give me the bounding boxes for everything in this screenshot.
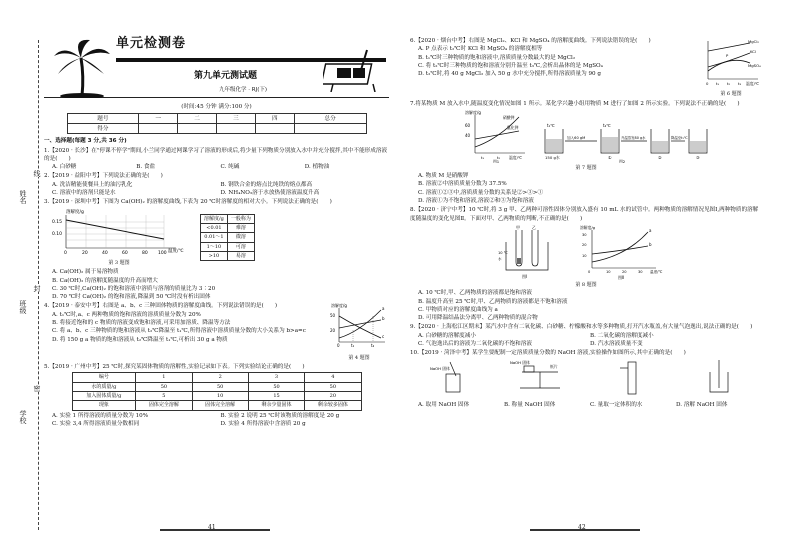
option: A. 白砂糖的溶解度减小 [418, 332, 476, 339]
table-header: 3 [248, 373, 304, 382]
sub-caption: 图Ⅱ [618, 274, 624, 280]
right-page [410, 36, 762, 409]
chart-xlabel: 温度/℃ [746, 81, 760, 86]
score-cell[interactable] [178, 124, 217, 134]
y-tick: 0.15 [52, 219, 63, 225]
m-experiment-diagram [539, 109, 709, 163]
question-text: 10.【2019 · 菏泽中考】某学生要配制一定溶质质量分数的 NaOH 溶液,实验操作如图所示,其中正确的是( ) [410, 350, 686, 357]
option: C. 量取一定体积的水 [590, 401, 643, 408]
x-tick: t₁ [351, 343, 355, 349]
option: A. 实验 1 所得溶液的质量分数为 10% [52, 412, 149, 419]
table-cell: 难溶 [227, 223, 254, 232]
option: A. Ca(OH)₂ 属于易溶物质 [52, 269, 119, 276]
option: A. P 点表示 t₂℃时 KCl 和 MgSO₄ 的溶解度相等 [418, 46, 543, 53]
option: B. 实验 2 说明 25 ℃时该物质的溶解度是 20 g [220, 412, 340, 419]
question-7 [410, 100, 762, 206]
series-label: a [649, 227, 652, 233]
cut-mark-line: 线 [33, 170, 41, 177]
figure-caption: 第 6 题图 [720, 91, 742, 98]
y-tick: 20 [330, 328, 336, 334]
question-5 [44, 363, 389, 428]
score-cell[interactable] [139, 124, 178, 134]
table-cell: 0.01～1 [201, 233, 228, 242]
chart-xlabel: 温度/℃ [509, 154, 523, 160]
page-number: 42 [578, 524, 586, 531]
option: A. t₁℃时,a、c 两种物质的饱和溶液的溶质质量分数为 20% [52, 311, 201, 318]
table-cell: <0.01 [201, 223, 228, 232]
series-label: 氯化钾 [507, 124, 519, 130]
table-cell: 可溶 [227, 242, 254, 251]
option: C. 溶液①②③中,溶质质量分数的关系是②>③>① [418, 189, 544, 196]
x-tick: 100 [158, 250, 167, 256]
figure-caption: 第 8 题图 [575, 281, 597, 288]
x-tick: 0 [706, 81, 709, 86]
option: C. 将 t₂℃时三种物质的饱和溶液分别升温至 t₃℃,会析出晶体的是 MgSO₄ [418, 62, 603, 69]
curve-kcl [475, 131, 519, 139]
question-2 [44, 172, 389, 197]
option: B. t₁℃时三种物质的饱和溶液中,溶质质量分数最大的是 MgCl₂ [418, 54, 576, 61]
y-tick: 50 [330, 313, 336, 319]
x-tick: 20 [622, 269, 627, 274]
y-tick: 30 [582, 232, 587, 237]
chart-ylabel: 溶解度/g [66, 209, 84, 215]
diagram-label: ② [658, 154, 662, 160]
series-label: b [382, 316, 385, 322]
diagram-label: NaOH 固体 [430, 365, 450, 371]
score-header: 三 [216, 114, 255, 124]
x-tick: 0 [64, 250, 67, 256]
question-text: 9.【2020 · 上海松江区期末】某汽水中含有二氧化碳、白砂糖、柠檬酸和水等多种物质,打开汽水瓶盖,有大量气泡逸出,说法正确的是( ) [410, 324, 753, 331]
table-header: 溶解度/g [201, 214, 228, 223]
option: A. 10 ℃时,甲、乙两物质的溶液都是饱和溶液 [418, 290, 533, 297]
question-text: 8.【2020 · 济宁中考】10 ℃时,将 3 g 甲、乙两种可溶性固体分别放入盛有 10 mL 水的试管中。两种物质的溶解情况见图Ⅰ,两种物质的溶解度随温度的变化见图Ⅱ。下面对甲、乙两物质的判断,不正确的是( ) [410, 207, 759, 222]
x-tick: 20 [82, 250, 88, 256]
option: C. 甲物质对应的溶解度曲线为 a [418, 306, 498, 313]
question-text: 3.【2019 · 深圳中考】下图为 Ca(OH)₂ 的溶解度曲线,下表为 20 ℃时溶解度的相对大小。下列说法正确的是( ) [44, 199, 332, 206]
class-label: 班级 [19, 300, 27, 314]
score-header: 一 [139, 114, 178, 124]
table-cell: 水的质量/g [72, 382, 136, 391]
question-text: 2.【2019 · 益阳中考】下列说法正确的是( ) [44, 173, 163, 180]
x-tick: 30 [638, 269, 643, 274]
score-header: 四 [255, 114, 294, 124]
curve-a [592, 232, 648, 262]
solubility-classification-table [200, 214, 255, 261]
chart-xlabel: 温度/℃ [168, 248, 184, 254]
chart-ylabel: 溶解度/g [331, 303, 347, 309]
table-cell: >10 [201, 251, 228, 260]
question-text: 1.【2020 · 长沙】在"停课不停学"期间,小兰同学通过网课学习了溶液的形成后,将少量下列物质分别放入水中并充分搅拌,其中不能形成溶液的是( ) [44, 147, 388, 162]
option: D. 实验 4 所得溶液中含溶质 20 g [220, 420, 306, 427]
diagram-label: NaOH 固体 [510, 359, 530, 365]
banner [44, 36, 389, 98]
option: D. 溶液①为不饱和溶液,溶液②和③为饱和溶液 [418, 198, 534, 205]
diagram-label: t₁℃ [547, 122, 555, 128]
table-cell: 剩余较多固体 [305, 401, 361, 410]
desk-books-illustration [323, 48, 383, 92]
table-cell: 固体完全溶解 [192, 401, 248, 410]
chart-ylabel: 溶解度/g [465, 109, 481, 115]
palm-tree-illustration [52, 36, 112, 98]
diagram-label: 乙 [532, 224, 536, 230]
y-tick: 60 [465, 122, 471, 128]
table-cell: 50 [136, 382, 192, 391]
option: C. 气泡逸出后的溶液为二氧化碳的不饱和溶液 [418, 341, 532, 348]
diagram-label: 150 g水 [545, 154, 560, 160]
option: C. 纯碱 [220, 164, 240, 171]
question-text: 5.【2019 · 广州中考】25 ℃时,探究某固体物质的溶解性,实验记录如下表。下列实验结论正确的是( ) [44, 364, 305, 371]
x-tick: 0 [337, 343, 340, 349]
table-header: 2 [192, 373, 248, 382]
option: D. 植物油 [304, 164, 330, 171]
option: B. 溶液②中溶质质量分数为 37.5% [418, 181, 507, 188]
table-cell: 15 [248, 391, 304, 400]
sub-caption: 图2 [619, 158, 626, 163]
curve-b [339, 320, 381, 328]
figure-caption: 第 3 题图 [108, 259, 130, 266]
unit-subtitle: 九年级化学 · RJ(下) [219, 87, 267, 93]
x-tick: t₂ [727, 81, 731, 86]
option: B. 钢铁合金的熔点比纯铁的熔点都高 [220, 181, 313, 188]
naoh-operations-figure [410, 358, 762, 398]
question-4 [44, 302, 389, 362]
page-number: 41 [208, 524, 216, 531]
banner-title: 单元检测卷 [116, 36, 187, 51]
series-label: MgSO₄ [748, 63, 761, 68]
table-cell: 1～10 [201, 242, 228, 251]
option: D. 溶解 NaOH 固体 [676, 401, 728, 408]
option: C. 30 ℃时,Ca(OH)₂ 的饱和溶液中溶质与溶剂的质量比为 3∶20 [52, 285, 216, 292]
option: D. 汽水溶液质量不变 [590, 341, 643, 348]
point-label: P [726, 53, 729, 58]
x-tick: t₂ [497, 154, 501, 160]
series-label: c [382, 334, 385, 340]
diagram-label: 10 ℃ [498, 250, 508, 255]
chart-ylabel: 溶解度/g [580, 224, 596, 230]
option: C. 实验 3,4 所得溶液质量分数相同 [52, 420, 140, 427]
option: B. 二氧化碳的溶解度减小 [590, 332, 654, 339]
binding-margin [0, 0, 28, 560]
curve-mgcl2 [708, 43, 750, 51]
table-cell: 10 [192, 391, 248, 400]
question-3 [44, 198, 389, 301]
y-tick: 0.10 [52, 231, 63, 237]
question-text: 4.【2019 · 泰安中考】右图是 a、b、c 三种固体物质的溶解度曲线。下列说法错误的是( ) [44, 303, 278, 310]
question-8 [410, 206, 762, 322]
experiment-table [72, 372, 362, 410]
option: B. 食盐 [136, 164, 156, 171]
table-header: 4 [305, 373, 361, 382]
curve-mgso4 [708, 60, 750, 71]
option: D. NH₄NO₃溶于水放热使溶液温度升高 [220, 190, 320, 197]
option: D. 70 ℃时 Ca(OH)₂ 的饱和溶液,降温到 50 ℃时没有析出固体 [52, 294, 211, 301]
option: C. 将 a、b、c 三种物质的饱和溶液从 t₂℃降温至 t₁℃,所得溶液中溶质质量分数的大小关系为 b>a=c [52, 328, 306, 335]
table-cell: 现象 [72, 401, 136, 410]
table-cell: 50 [248, 382, 304, 391]
x-tick: 40 [102, 250, 108, 256]
y-tick: 10 [582, 253, 587, 258]
diagram-label: ① [608, 154, 612, 160]
figure-caption: 第 4 题图 [348, 354, 370, 361]
table-header: 1 [136, 373, 192, 382]
score-header: 总分 [294, 114, 366, 124]
table-header: 编号 [72, 373, 136, 382]
x-tick: t₃ [738, 81, 742, 86]
score-cell[interactable] [255, 124, 294, 134]
question-6 [410, 37, 762, 99]
option: C. 溶液中的溶剂只能是水 [52, 190, 116, 197]
series-label: KCl [750, 49, 756, 54]
sub-caption: 图1 [493, 158, 500, 163]
diagram-label: t₂℃ [603, 122, 611, 128]
cut-mark-secret: 密 [33, 385, 41, 392]
table-cell: 50 [305, 382, 361, 391]
table-cell: 5 [136, 391, 192, 400]
m-solubility-chart [463, 109, 533, 163]
time-info: (时间:45 分钟 满分:100 分) [181, 104, 252, 110]
table-cell: 固体完全溶解 [136, 401, 192, 410]
option: D. t₂℃时,将 40 g MgCl₂ 加入 50 g 水中充分搅拌,所得溶液质量为 90 g [418, 71, 601, 78]
table-cell: 剩余少量固体 [248, 401, 304, 410]
diagram-label: 纸片 [550, 363, 558, 369]
solubility-curve [66, 220, 164, 239]
figure-caption: 第 7 题图 [575, 164, 597, 171]
caoh2-solubility-chart [44, 208, 194, 256]
school-label: 学校 [19, 410, 27, 424]
option: B. 温度升高至 25 ℃时,甲、乙两物质的溶液都是不饱和溶液 [418, 298, 568, 305]
mgcl2-kcl-mgso4-chart [700, 37, 762, 87]
score-cell[interactable] [216, 124, 255, 134]
option: A. 白砂糖 [52, 164, 77, 171]
abc-solubility-chart [329, 302, 389, 350]
table-cell: 20 [305, 391, 361, 400]
unit-title: 第九单元测试题 [194, 71, 258, 81]
series-label: b [649, 241, 652, 247]
sub-caption: 图Ⅰ [522, 273, 528, 279]
y-tick: 40 [465, 132, 471, 138]
question-9 [410, 323, 762, 348]
x-tick: 0 [588, 269, 591, 274]
x-tick: t₁ [716, 81, 720, 86]
name-label: 姓名 [19, 190, 27, 204]
option: A. 洗洁精能使餐具上的油污乳化 [52, 181, 133, 188]
option: A. 物质 M 是硝酸钾 [418, 173, 469, 180]
y-tick: 20 [582, 242, 587, 247]
option: B. Ca(OH)₂ 的溶解度随温度的升高而增大 [52, 277, 158, 284]
score-cell[interactable] [294, 124, 366, 134]
left-page [44, 36, 389, 428]
table-cell: 易溶 [227, 251, 254, 260]
diagram-label: 水 [498, 256, 502, 261]
x-tick: 60 [122, 250, 128, 256]
option: D. 将 150 g a 物质的饱和溶液从 t₂℃降温至 t₁℃,可析出 30 g a 物质 [52, 336, 228, 343]
cut-mark-seal: 封 [33, 285, 41, 292]
section-heading: 一、选择题(每题 3 分,共 36 分) [44, 138, 127, 145]
curve-kcl [708, 53, 750, 67]
score-table [67, 113, 367, 134]
x-tick: t₁ [481, 154, 485, 160]
question-1 [44, 147, 389, 172]
score-row-label: 得分 [67, 124, 139, 134]
diagram-label: 加入60 gM [567, 135, 586, 140]
x-tick: 80 [142, 250, 148, 256]
diagram-label: ③ [696, 154, 700, 160]
score-header: 题号 [67, 114, 139, 124]
x-tick: 10 [606, 269, 611, 274]
score-header: 二 [178, 114, 217, 124]
jia-yi-figures [496, 224, 676, 280]
option: D. 可用降温结晶法分离甲、乙两种物质的混合物 [418, 315, 538, 322]
table-cell: 50 [192, 382, 248, 391]
option: A. 取用 NaOH 固体 [418, 401, 470, 408]
series-label: a [382, 306, 385, 312]
diagram-label: 升温蒸发80 g水 [621, 135, 646, 140]
question-text: 7.将某物质 M 放入水中,随温度变化情况如图 1 所示。某化学兴趣小组用物质 M 进行了如图 2 所示实验。下列说法不正确的是( ) [410, 100, 740, 107]
table-header: 一般称为 [227, 214, 254, 223]
series-label: 硝酸钾 [503, 114, 515, 120]
option: B. 称量 NaOH 固体 [504, 401, 556, 408]
question-text: 6.【2020 · 烟台中考】右图是 MgCl₂、KCl 和 MgSO₄ 的溶解度曲线。下列说法错误的是( ) [410, 38, 651, 44]
x-tick: t₂ [371, 343, 375, 349]
diagram-label: 降温至t₁℃ [671, 135, 688, 140]
question-10 [410, 349, 762, 409]
chart-xlabel: 温度/℃ [650, 269, 663, 274]
table-cell: 加入固体质量/g [72, 391, 136, 400]
table-cell: 微溶 [227, 233, 254, 242]
diagram-label: 甲 [516, 224, 520, 230]
series-label: MgCl₂ [748, 39, 759, 44]
option: B. 将接近饱和的 c 物质的溶液变成饱和溶液,可采用加溶质、降温等方法 [52, 320, 231, 327]
